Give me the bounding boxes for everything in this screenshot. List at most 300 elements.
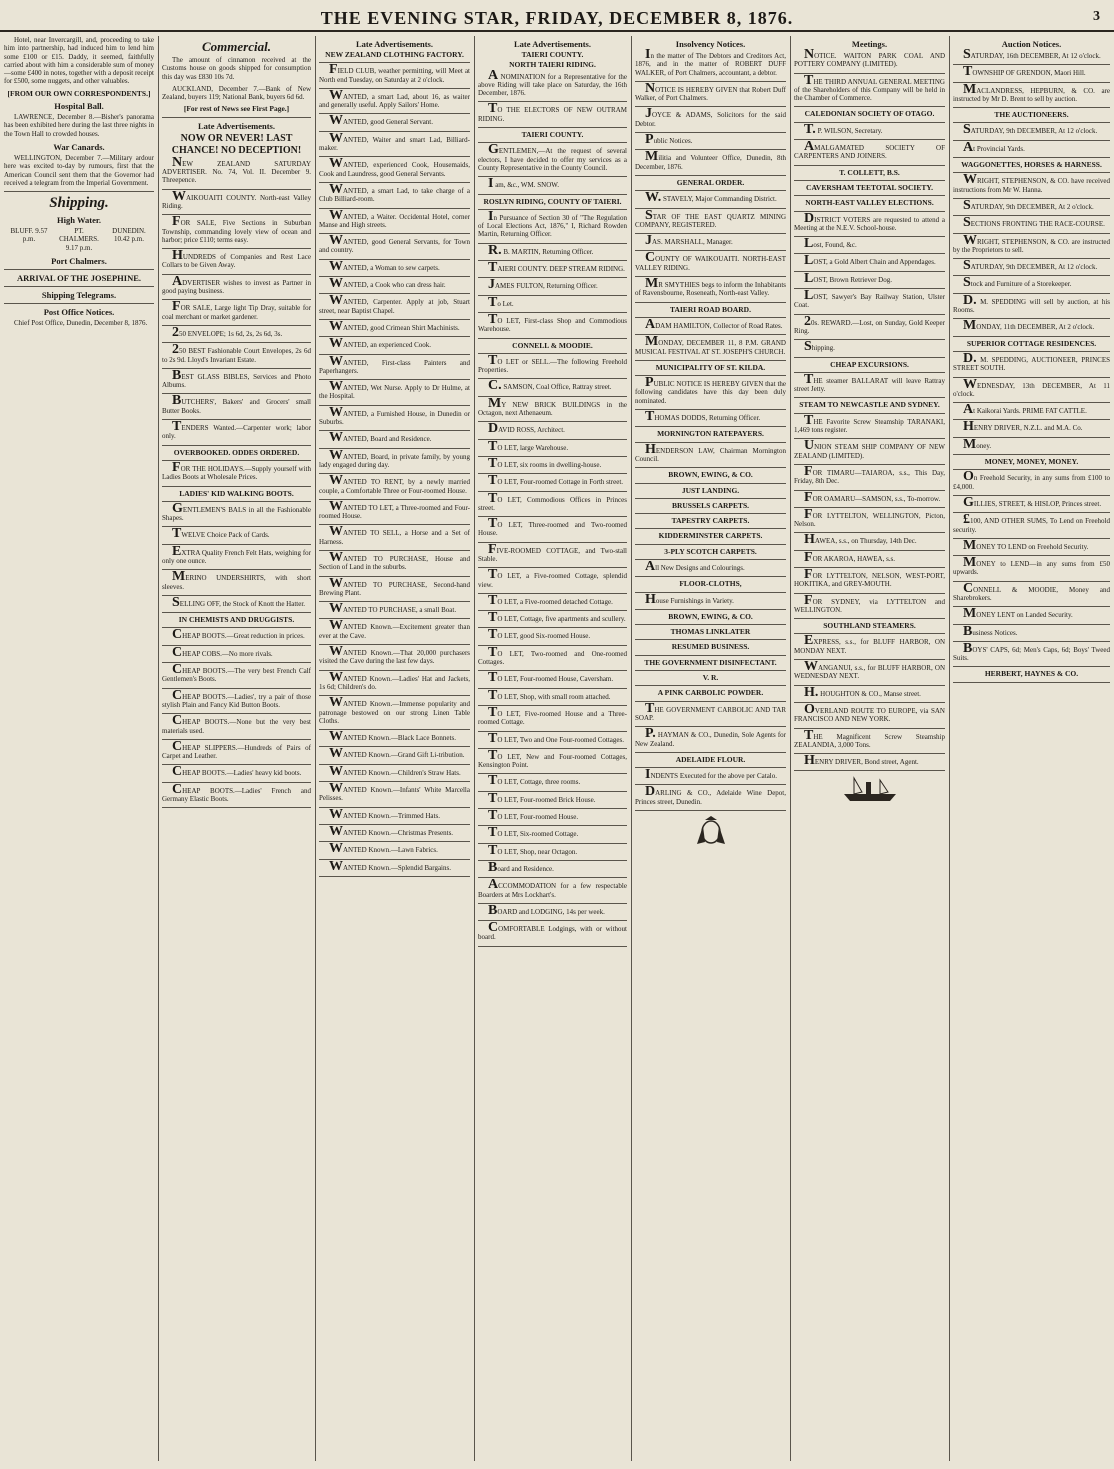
advert-item: D. M. SPEDDING will sell by auction, at his Rooms.	[953, 292, 1110, 315]
sub-heading: TAIERI COUNTY.	[521, 50, 584, 59]
divider	[635, 175, 786, 176]
column-1	[4, 36, 154, 1461]
advert-item: All New Designs and Colourings.	[645, 558, 745, 574]
advert-heading: FLOOR-CLOTHS,	[679, 579, 742, 589]
advert-item: To Let.	[488, 294, 514, 310]
advert-item: WANTED TO PURCHASE, Second-hand Brewing Plant.	[319, 575, 470, 597]
advert-item: WANTED Known.—Trimmed Hats.	[329, 806, 440, 822]
divider	[319, 876, 470, 877]
advert-item: DISTRICT VOTERS are requested to attend a Meeting at the N.E.V. School-house.	[794, 210, 945, 232]
advert-item: MONEY TO LEND on Freehold Security.	[963, 537, 1089, 553]
advert-item: TO LET, Cottage, three rooms.	[488, 773, 581, 789]
column-3	[319, 36, 470, 1461]
advert-item: FIELD CLUB, weather permitting, will Meet at North end Tuesday, on Saturday at 2 o'clock.	[319, 62, 470, 84]
advert-item: THE Magnificent Screw Steamship ZEALANDIA, 3,000 Tons.	[794, 727, 945, 749]
divider	[4, 303, 154, 304]
advert-list	[319, 51, 470, 877]
advert-item: £100, AND OTHER SUMS, To Lend on Freehold security.	[953, 512, 1110, 534]
divider	[953, 606, 1110, 607]
advert-item: WANTED, a Waiter. Occidental Hotel, corner Manse and High streets.	[319, 207, 470, 229]
divider	[478, 627, 627, 628]
divider	[794, 464, 945, 465]
advert-heading: RESUMED BUSINESS.	[671, 642, 750, 652]
advert-item: WANTED, Carpenter. Apply at job, Stuart street, near Baptist Chapel.	[319, 293, 470, 315]
advert-list	[794, 47, 945, 771]
advert-item: PUBLIC NOTICE IS HEREBY GIVEN that the following candidates have this day been duly nominated.	[635, 375, 786, 405]
advert-item: LOST, Brown Retriever Dog.	[804, 270, 892, 286]
divider	[794, 593, 945, 594]
divider	[162, 299, 311, 300]
advert-item: TO LET, Four-roomed House.	[488, 808, 579, 824]
divider	[478, 567, 627, 568]
divider	[953, 318, 1110, 319]
advert-item: TWELVE Choice Pack of Cards.	[172, 526, 270, 542]
advert-item: TO LET, large Warehouse.	[488, 438, 569, 454]
advert-item: FOR THE HOLIDAYS.—Supply yourself with Ladies Boots at Wholesale Prices.	[162, 459, 311, 482]
advert-item: CHEAP BOOTS.—Great reduction in prices.	[172, 627, 305, 643]
divider	[478, 353, 627, 354]
divider	[635, 685, 786, 686]
advert-item: COMFORTABLE Lodgings, with or without board.	[478, 920, 627, 942]
advert-item: FOR SALE, Five Sections in Suburban Township, commanding lovely view of ocean and harbor; price £110; terms easy.	[162, 214, 311, 244]
advert-item: Public Notices.	[645, 132, 693, 148]
advert-item: THE Favorite Screw Steamship TARANAKI, 1,469 tons register.	[794, 412, 945, 435]
divider	[162, 662, 311, 663]
divider	[635, 426, 786, 427]
advert-item: WANTED Known.—Excitement greater than ever at the Cave.	[319, 618, 470, 640]
divider	[953, 512, 1110, 513]
divider	[162, 460, 311, 461]
advert-heading: MONEY, MONEY, MONEY.	[984, 457, 1079, 467]
advert-heading: LADIES' KID WALKING BOOTS.	[179, 488, 294, 498]
advert-item: WANGANUI, s.s., for BLUFF HARBOR, ON WEDNESDAY NEXT.	[794, 659, 945, 681]
advert-item: MONDAY, DECEMBER 11, 8 P.M. GRAND MUSICAL FESTIVAL AT ST. JOSEPH'S CHURCH.	[635, 334, 786, 356]
advert-item: EXTRA Quality French Felt Hats, weighing for only one ounce.	[162, 543, 311, 565]
advert-item: T. P. WILSON, Secretary.	[804, 121, 883, 137]
divider	[478, 791, 627, 792]
divider	[478, 456, 627, 457]
divider	[794, 770, 945, 771]
advert-item: R. B. MARTIN, Returning Officer.	[488, 242, 594, 258]
advert-item: EXPRESS, s.s., for BLUFF HARBOR, ON MONDAY NEXT.	[794, 633, 945, 655]
column-rule	[315, 36, 316, 1461]
advert-item: ADAM HAMILTON, Collector of Road Rates.	[645, 316, 783, 332]
section-heading: ARRIVAL OF THE JOSEPHINE.	[16, 273, 142, 284]
advert-item: A NOMINATION for a Representative for the above Riding will take place on Saturday, the 16th December, 1876.	[478, 67, 627, 98]
advert-item: FOR OAMARU—SAMSON, s.s., To-morrow.	[804, 489, 941, 505]
advert-item: WANTED, First-class Painters and Paperhangers.	[319, 353, 470, 375]
divider	[635, 576, 786, 577]
advert-item: CHEAP BOOTS.—None but the very best materials used.	[162, 713, 311, 735]
advert-item: SATURDAY, 9th DECEMBER, At 2 o'clock.	[963, 197, 1094, 213]
advert-item: TO LET, a Five-roomed Cottage, splendid view.	[478, 567, 627, 589]
advert-item: WANTED TO LET, a Three-roomed and Four-roomed House.	[319, 498, 470, 521]
advert-heading: TAPESTRY CARPETS.	[671, 516, 750, 526]
advert-heading: THOMAS LINKLATER	[670, 627, 751, 637]
advert-heading: HERBERT, HAYNES & CO.	[984, 669, 1079, 679]
advert-item: MONDAY, 11th DECEMBER, At 2 o'clock.	[963, 318, 1095, 334]
divider	[953, 82, 1110, 83]
divider	[953, 555, 1110, 556]
advert-item: CHEAP BOOTS.—Ladies', try a pair of those stylish Plain and Fancy Kid Button Boots.	[162, 687, 311, 709]
advert-item: WEDNESDAY, 13th DECEMBER, At 11 o'clock.	[953, 376, 1110, 398]
divider	[953, 107, 1110, 108]
advert-item: WANTED TO SELL, a Horse and a Set of Harness.	[319, 524, 470, 546]
divider	[794, 490, 945, 491]
advert-heading: SUPERIOR COTTAGE RESIDENCES.	[966, 338, 1097, 348]
advert-heading: JUST LANDING.	[681, 485, 740, 495]
divider	[635, 592, 786, 593]
advert-item: OVERLAND ROUTE TO EUROPE, via SAN FRANCISCO AND NEW YORK.	[794, 701, 945, 724]
divider	[953, 157, 1110, 158]
advert-item: TO LET or SELL.—The following Freehold Properties.	[478, 352, 627, 375]
advert-item: Stock and Furniture of a Storekeeper.	[963, 275, 1072, 291]
divider	[635, 467, 786, 468]
divider	[478, 825, 627, 826]
advert-item: WANTED Known.—Splendid Bargains.	[329, 858, 451, 874]
divider	[478, 748, 627, 749]
divider	[478, 295, 627, 296]
advert-item: GILLIES, STREET, & HISLOP, Princes street.	[963, 494, 1102, 510]
advert-item: WANTED Known.—Children's Straw Hats.	[329, 763, 461, 779]
advert-heading: V. R.	[702, 673, 719, 683]
divider	[478, 338, 627, 339]
advert-item: FOR SYDNEY, via LYTTELTON and WELLINGTON.	[794, 592, 945, 614]
divider	[478, 491, 627, 492]
section-heading: Post Office Notices.	[43, 307, 115, 318]
advert-heading: A PINK CARBOLIC POWDER.	[657, 688, 764, 698]
divider	[794, 195, 945, 196]
divider	[162, 248, 311, 249]
divider	[478, 670, 627, 671]
divider	[953, 140, 1110, 141]
divider	[162, 368, 311, 369]
divider	[478, 808, 627, 809]
advert-item: HENDERSON LAW, Chairman Mornington Council.	[635, 441, 786, 463]
advert-heading: TAIERI COUNTY.	[521, 130, 584, 140]
advert-item: HAWEA, s.s., on Thursday, 14th Dec.	[804, 532, 917, 548]
advert-item: MERINO UNDERSHIRTS, with short sleeves.	[162, 569, 311, 591]
section-heading: Late Advertisements.	[356, 39, 433, 49]
advert-item: TO LET, Six-roomed Cottage.	[488, 825, 579, 841]
advert-heading: IN CHEMISTS AND DRUGGISTS.	[178, 615, 295, 625]
advert-item: TO THE ELECTORS OF NEW OUTRAM RIDING.	[478, 101, 627, 123]
column-rule	[790, 36, 791, 1461]
advert-item: MONEY to LEND—in any sums from £50 upwards.	[953, 555, 1110, 577]
advert-item: WANTED Known.—Christmas Presents.	[329, 823, 454, 839]
advert-item: UNION STEAM SHIP COMPANY OF NEW ZEALAND (LIMITED).	[794, 438, 945, 460]
divider	[635, 208, 786, 209]
advert-item: TO LET, New and Four-roomed Cottages, Kensington Point.	[478, 747, 627, 770]
advert-item: P. HAYMAN & CO., Dunedin, Sole Agents for New Zealand.	[635, 726, 786, 748]
divider	[953, 419, 1110, 420]
divider	[635, 609, 786, 610]
divider	[478, 593, 627, 594]
advert-item: TO LET, Shop, with small room attached.	[488, 687, 611, 703]
steamship-icon	[794, 774, 945, 804]
advert-item: H. HOUGHTON & CO., Manse street.	[804, 684, 921, 700]
royal-arms-icon	[635, 814, 786, 848]
column-7	[953, 36, 1110, 1461]
advert-item: LOST, Sawyer's Bay Railway Station, Ulster Coat.	[794, 288, 945, 310]
advert-item: WANTED Known.—That 20,000 purchasers visited the Cave during the last few days.	[319, 644, 470, 666]
advert-heading: NEW ZEALAND CLOTHING FACTORY.	[325, 50, 464, 59]
divider	[953, 624, 1110, 625]
divider	[478, 542, 627, 543]
advert-item: WANTED, Waiter and smart Lad, Billiard-maker.	[319, 130, 470, 153]
advert-heading: OVERBOOKED. ODDES ORDERED.	[173, 447, 300, 457]
advert-item: TO LET, Two and One Four-roomed Cottages.	[488, 730, 624, 746]
advert-item: Shipping.	[804, 339, 835, 355]
divider	[953, 275, 1110, 276]
divider	[478, 773, 627, 774]
advert-item: TO LET, six rooms in dwelling-house.	[488, 455, 602, 471]
advert-item: ADVERTISER wishes to invest as Partner in good paying business.	[162, 273, 311, 296]
advert-item: W. STAVELY, Major Commanding District.	[645, 190, 777, 206]
advert-heading: CONNELL & MOODIE.	[512, 340, 593, 350]
advert-item: AMALGAMATED SOCIETY OF CARPENTERS AND JOINERS.	[794, 139, 945, 161]
section-heading-shipping: Shipping.	[49, 195, 109, 212]
section-heading: War Canards.	[53, 141, 105, 152]
section-heading: Late Advertisements.	[198, 120, 275, 131]
divider	[635, 442, 786, 443]
divider	[794, 236, 945, 237]
divider	[635, 655, 786, 656]
advert-item: WANTED, a Cook who can dress hair.	[329, 276, 446, 292]
advert-item: TO LET, Commodious Offices in Princes street.	[478, 490, 627, 512]
advert-item: At Provincial Yards.	[963, 139, 1025, 155]
divider	[794, 438, 945, 439]
advert-item: BOYS' CAPS, 6d; Men's Caps, 6d; Boys' Tweed Suits.	[953, 640, 1110, 663]
divider	[478, 645, 627, 646]
advert-item: WANTED Known.—Immense popularity and patronage bestowed on our strong Linen Table Cloths.	[319, 695, 470, 725]
divider	[794, 753, 945, 754]
high-water-heading: High Water.	[57, 215, 101, 226]
advert-item: At Kaikorai Yards. PRIME FAT CATTLE.	[963, 402, 1087, 418]
advert-item: In Pursuance of Section 30 of "The Regulation of Local Elections Act, 1876," I, Richard Rowden Martin, Returning Officer.	[478, 208, 627, 239]
advert-item: TOWNSHIP OF GRENDON, Maori Hill.	[963, 64, 1086, 80]
advert-item: CHEAP BOOTS.—The very best French Calf Gentlemen's Boots.	[162, 662, 311, 684]
advert-heading: ADELAIDE FLOUR.	[675, 754, 746, 764]
advert-heading: THE AUCTIONEERS.	[994, 110, 1069, 120]
masthead	[0, 0, 1114, 32]
advert-item: SATURDAY, 9th DECEMBER, At 12 o'clock.	[963, 258, 1098, 274]
advert-item: Business Notices.	[963, 623, 1018, 639]
divider	[794, 271, 945, 272]
divider	[162, 595, 311, 596]
advert-heading: BROWN, EWING, & CO.	[668, 470, 753, 480]
advert-item: WANTED, good Crimean Shirt Machinists.	[329, 318, 460, 334]
advert-item: SELLING OFF, the Stock of Knott the Hatter.	[172, 594, 306, 610]
divider	[635, 498, 786, 499]
advert-item: I am, &c., WM. SNOW.	[488, 176, 559, 192]
divider	[953, 402, 1110, 403]
advert-item: STAR OF THE EAST QUARTZ MINING COMPANY, REGISTERED.	[635, 207, 786, 229]
advert-item: WANTED, good General Servant.	[329, 113, 434, 129]
divider	[478, 843, 627, 844]
divider	[635, 544, 786, 545]
advert-item: SECTIONS FRONTING THE RACE-COURSE.	[963, 215, 1105, 231]
advert-item: TENDERS Wanted.—Carpenter work; labor only.	[162, 419, 311, 441]
divider	[162, 612, 311, 613]
advert-item: MY NEW BRICK BUILDINGS in the Octagon, next Athenaeum.	[478, 395, 627, 418]
advert-item: MR SMYTHIES begs to inform the Inhabitants of Ravensbourne, Roseneath, North-east Valley.	[635, 276, 786, 298]
advert-heading: MORNINGTON RATEPAYERS.	[657, 429, 764, 439]
advert-item: 250 BEST Fashionable Court Envelopes, 2s 6d to 2s 9d. Lloyd's Invariant Estate.	[162, 342, 311, 364]
news-item: The amount of cinnamon received at the Customs house on goods shipped for consumption this day was £830 10s 7d.	[162, 56, 311, 81]
divider	[478, 920, 627, 921]
column-rule	[158, 36, 159, 1461]
divider	[162, 688, 311, 689]
advert-item: FIVE-ROOMED COTTAGE, and Two-stall Stable.	[478, 541, 627, 563]
divider	[794, 139, 945, 140]
divider	[794, 106, 945, 107]
advert-item: BOARD and LODGING, 14s per week.	[488, 902, 605, 918]
advert-item: BEST GLASS BIBLES, Services and Photo Albums.	[162, 367, 311, 390]
divider	[162, 117, 311, 118]
divider	[953, 122, 1110, 123]
divider	[635, 639, 786, 640]
divider	[794, 372, 945, 373]
tide-dunedin: DUNEDIN. 10.42 p.m.	[112, 227, 146, 244]
advert-heading: WAGGONETTES, HORSES & HARNESS.	[961, 160, 1102, 170]
advert-item: ACCOMMODATION for a few respectable Boarders at Mrs Lockhart's.	[478, 877, 627, 899]
divider	[953, 198, 1110, 199]
advert-item: LOST, a Gold Albert Chain and Appendages.	[804, 253, 936, 269]
advert-item: D. M. SPEDDING, AUCTIONEER, PRINCES STREET SOUTH.	[953, 350, 1110, 373]
page-number: 3	[1093, 9, 1100, 24]
divider	[162, 486, 311, 487]
divider	[478, 473, 627, 474]
divider	[635, 81, 786, 82]
divider	[478, 688, 627, 689]
divider	[953, 64, 1110, 65]
advert-item: C. SAMSON, Coal Office, Rattray street.	[488, 378, 612, 394]
advert-item: WANTED, Wet Nurse. Apply to Dr Hulme, at the Hospital.	[319, 379, 470, 401]
divider	[162, 764, 311, 765]
advert-item: NEW ZEALAND SATURDAY ADVERTISER. No. 74, Vol. II. December 9. Threepence.	[162, 154, 311, 185]
advert-heading: CAVERSHAM TEETOTAL SOCIETY.	[806, 182, 933, 192]
divider	[478, 421, 627, 422]
divider	[794, 211, 945, 212]
column-4	[478, 36, 627, 1461]
divider	[635, 726, 786, 727]
divider	[635, 624, 786, 625]
divider	[794, 618, 945, 619]
tide-bluff: BLUFF. 9.57 p.m.	[10, 227, 48, 244]
advert-item: 250 ENVELOPE; 1s 6d, 2s, 2s 6d, 3s.	[172, 324, 283, 340]
divider	[794, 633, 945, 634]
divider	[635, 233, 786, 234]
page-title: THE EVENING STAR, FRIDAY, DECEMBER 8, 1876.	[320, 8, 794, 28]
advert-item: FOR AKAROA, HAWEA, s.s.	[804, 549, 896, 565]
advert-item: In the matter of The Debtors and Creditors Act, 1876, and in the matter of ROBERT DUFF WALKER, of Port Chalmers, accountant, a debtor.	[635, 47, 786, 77]
divider	[953, 641, 1110, 642]
advert-item: FOR TIMARU—TAIAROA, s.s., This Day, Friday, 8th Dec.	[794, 463, 945, 486]
section-heading: Hospital Ball.	[54, 101, 104, 112]
advert-item: CHEAP BOOTS.—Ladies' heavy kid boots.	[172, 764, 302, 780]
divider	[478, 903, 627, 904]
divider	[162, 214, 311, 215]
advert-item: WRIGHT, STEPHENSON, & CO. have received instructions from Mr W. Hanna.	[953, 172, 1110, 194]
divider	[953, 215, 1110, 216]
advert-item: HENRY DRIVER, Bond street, Agent.	[804, 753, 919, 769]
divider	[319, 62, 470, 63]
divider	[162, 713, 311, 714]
divider	[635, 317, 786, 318]
advert-item: WANTED TO PURCHASE, House and Section of Land in the suburbs.	[319, 549, 470, 572]
advert-item: WANTED, experienced Cook, Housemaids, Cook and Laundress, good General Servants.	[319, 156, 470, 178]
advert-item: WANTED, a Woman to sew carpets.	[329, 258, 440, 274]
divider	[635, 106, 786, 107]
divider	[478, 209, 627, 210]
advert-item: FOR SALE, Large light Tip Dray, suitable for coal merchant or market gardener.	[162, 299, 311, 321]
advert-item: TO LET, Three-roomed and Two-roomed House.	[478, 516, 627, 538]
advert-item: INDENTS Executed for the above per Catalo.	[645, 767, 777, 783]
advert-item: HENRY DRIVER, N.Z.L. and M.A. Co.	[963, 419, 1083, 435]
divider	[162, 274, 311, 275]
divider	[478, 705, 627, 706]
advert-heading: ROSLYN RIDING, COUNTY OF TAIERI.	[483, 196, 622, 206]
divider	[953, 495, 1110, 496]
advert-item: MONEY LENT on Landed Security.	[963, 606, 1073, 622]
divider	[794, 413, 945, 414]
advert-heading: THE GOVERNMENT DISINFECTANT.	[644, 657, 777, 667]
divider	[478, 176, 627, 177]
divider	[794, 253, 945, 254]
divider	[478, 194, 627, 195]
advert-heading: 3-PLY SCOTCH CARPETS.	[664, 546, 757, 556]
advert-item: GENTLEMEN,—At the request of several electors, I have decided to offer my services as a County Representative in the County Council.	[478, 142, 627, 172]
divider	[794, 288, 945, 289]
divider	[794, 507, 945, 508]
advert-item: FOR LYTTELTON, NELSON, WEST-PORT, HOKITIKA, and GREY-MOUTH.	[794, 566, 945, 589]
advert-item: WANTED Known.—Grand Gift Li-tribution.	[329, 746, 465, 762]
advert-item: WANTED Known.—Ladies' Hat and Jackets, 1s 6d; Children's do.	[319, 669, 470, 691]
advert-item: THE GOVERNMENT CARBOLIC AND TAR SOAP.	[635, 700, 786, 722]
advert-item: Money.	[963, 436, 992, 452]
divider	[635, 375, 786, 376]
advert-item: THE THIRD ANNUAL GENERAL MEETING of the Shareholders of this Company will be held in the Chamber of Commerce.	[794, 72, 945, 103]
advert-item: TO LET, Two-roomed and One-roomed Cottages.	[478, 644, 627, 667]
advert-heading: CHEAP EXCURSIONS.	[830, 359, 909, 369]
advert-item: On Freehold Security, in any sums from £100 to £4,000.	[953, 469, 1110, 491]
advert-heading: KIDDERMINSTER CARPETS.	[658, 531, 763, 541]
advert-item: HUNDREDS of Companies and Rest Lace Collars to be Given Away.	[162, 248, 311, 270]
advert-item: NOTICE. WAITON PARK COAL AND POTTERY COMPANY (LIMITED).	[794, 47, 945, 69]
section-heading: Insolvency Notices.	[675, 39, 746, 49]
advert-item: House Furnishings in Variety.	[645, 591, 734, 607]
section-heading: Late Advertisements.	[514, 39, 591, 49]
advert-item: TO LET, Shop, near Octagon.	[488, 842, 578, 858]
advert-item: SATURDAY, 9th DECEMBER, At 12 o'clock.	[963, 122, 1098, 138]
divider	[478, 127, 627, 128]
advert-list	[635, 47, 786, 811]
divider	[478, 101, 627, 102]
advert-item: WANTED, a smart Lad, about 16, as waiter and generally useful. Apply Sailors' Home.	[319, 87, 470, 110]
advert-heading: GENERAL ORDER.	[676, 177, 745, 187]
divider	[4, 269, 154, 270]
divider	[635, 559, 786, 560]
advert-item: THOMAS DODDS, Returning Officer.	[645, 409, 761, 425]
divider	[478, 516, 627, 517]
advert-item: NOTICE IS HEREBY GIVEN that Robert Duff Walker, of Port Chalmers.	[635, 80, 786, 103]
divider	[635, 302, 786, 303]
divider	[953, 581, 1110, 582]
advert-item: WANTED, a smart Lad, to take charge of a Club Billiard-room.	[319, 181, 470, 204]
advert-item: TO LET, a Five-roomed detached Cottage.	[488, 592, 613, 608]
advert-item: Board and Residence.	[488, 859, 554, 875]
